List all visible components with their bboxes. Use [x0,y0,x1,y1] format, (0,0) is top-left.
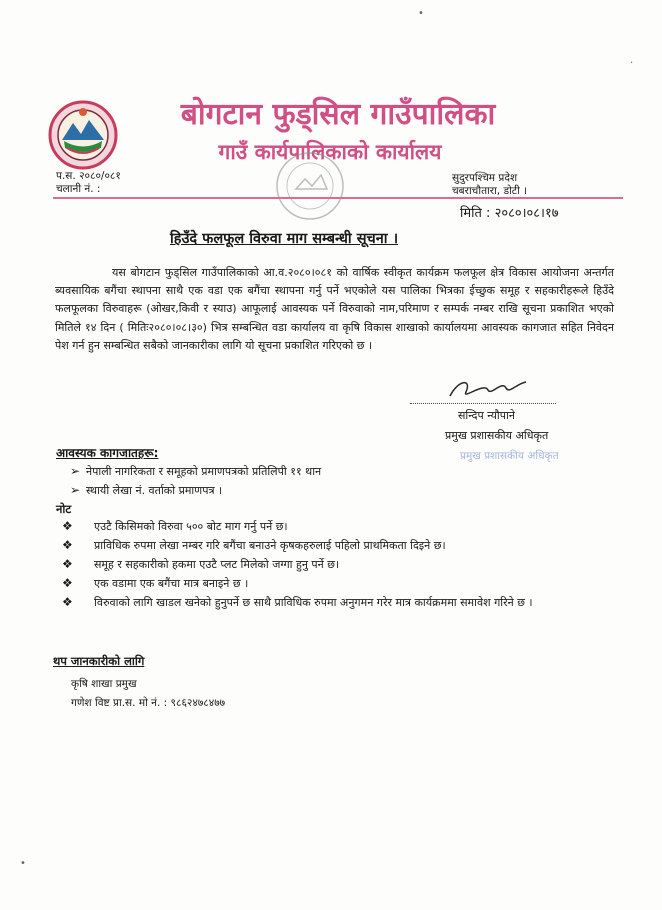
signer-designation: प्रमुख प्रशासकीय अधिकृत [445,429,549,442]
notice-title: हिउँदे फलफूल विरुवा माग सम्बन्धी सूचना । [170,231,399,247]
municipality-emblem-icon [46,98,120,172]
diamond-bullet-icon: ❖ [62,595,73,609]
diamond-bullet-icon: ❖ [62,519,73,533]
header-divider [53,197,623,199]
contact-block [71,675,225,713]
chalani-number: चलानी नं. : [56,183,101,195]
list-item: ❖ एक वडामा एक बगैंचा मात्र बनाइने छ । [78,574,618,593]
scan-mark: • [20,858,26,869]
province-name: सुदुरपश्चिम प्रदेश [452,172,518,184]
contact-person: गणेश विष्ट प्रा.स. मो नं. : ९८६२४७८४७७ [71,697,226,709]
issue-date: मिति : २०८०।०८।१७ [460,206,559,221]
documents-heading: आवस्यक कागजातहरू: [56,446,159,460]
signer-name: सन्दिप न्यौपाने [458,409,515,422]
address-block [452,172,527,198]
contact-role: कृषि शाखा प्रमुख [71,678,137,690]
contact-heading: थप जानकारीको लागि [53,654,145,668]
arrow-bullet-icon: ➢ [70,464,81,478]
list-item: ➢ नेपाली नागरिकता र समूहको प्रमाणपत्रको प्रतिलिपी ११ थान [70,462,321,481]
list-item: ❖ प्राविधिक रुपमा लेखा नम्बर गरि बगैंचा बनाउने कृषकहरुलाई पहिलो प्राथमिकता दिइने छ। [78,536,618,555]
diamond-bullet-icon: ❖ [62,576,73,590]
office-location: चबराचौतारा, डोटी । [452,185,528,197]
documents-list [70,462,321,500]
list-item: ➢ स्थायी लेखा नं. वर्ताको प्रमाणपत्र । [70,481,321,500]
reference-block [56,170,121,196]
list-item: ❖ एउटै किसिमको विरुवा ५०० बोट माग गर्नु पर्ने छ। [78,517,618,536]
office-stamp-icon [272,148,348,224]
diamond-bullet-icon: ❖ [62,538,73,552]
designation-seal: प्रमुख प्रशासकीय अधिकृत [460,450,559,462]
office-subtitle: गाउँ कार्यपालिकाको कार्यालय [218,140,442,164]
signature-icon [446,372,532,406]
scan-mark: · [630,58,634,69]
scan-mark: • [418,8,424,19]
list-item: ❖ विरुवाको लागि खाडल खनेको हुनुपर्ने छ साथै प्राविधिक रुपमा अनुगमन गरेर मात्र कार्यक्रममा समावेश गरिने छ । [78,593,618,612]
municipality-title: बोगटान फुड्सिल गाउँपालिका [180,97,496,132]
diamond-bullet-icon: ❖ [62,557,73,571]
list-item: ❖ समूह र सहकारीको हकमा एउटै प्लट मिलेको जग्गा हुनु पर्ने छ। [78,555,618,574]
notice-body: यस बोगटान फुड्सिल गाउँपालिकाको आ.व.२०८०।०८१ को वार्षिक स्वीकृत कार्यक्रम फलफूल क्षेत्र विकास आयोजना अन्तर्गत ब्यवसायिक बगैंचा स्थापना साथै एक वडा एक बगैंचा स्थापना गर्नु पर्ने भएकोले यस पालिका भित्रका ईच्छुक समूह र सहकारीहरूले हिउँदे फलफूलका विरुवाहरू (ओखर,किवी र स्याउ) आफूलाई आवस्यक पर्ने विरुवाको नाम,परिमाण र सम्पर्क नम्बर राखि सूचना प्रकाशित भएको मितिले १४ दिन ( मितिः२०८०।०८।३०) भित्र सम्बन्धित वडा कार्यालय वा कृषि विकास शाखाको कार्यालयमा आवस्यक कागजात सहित निवेदन पेश गर्न हुन सम्बन्धित सबैको जानकारीका लागि यो सूचना प्रकाशित गरिएको छ । [55,266,614,352]
signature-line [410,403,556,404]
arrow-bullet-icon: ➢ [70,483,81,497]
ps-number: प.स. २०८०/०८१ [56,170,121,182]
notes-list [62,517,618,612]
notes-heading: नोट [56,502,72,516]
